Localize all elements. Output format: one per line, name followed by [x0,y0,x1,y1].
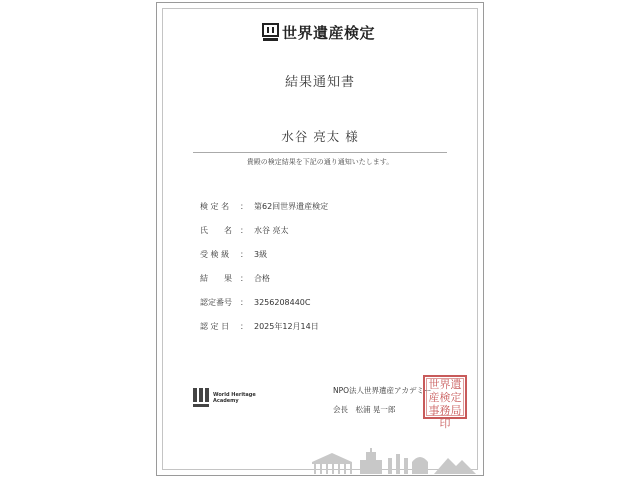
world-heritage-academy-logo-icon [193,388,209,408]
field-label: 受 検 級 [200,250,230,259]
field-value: 2025年12月14日 [254,322,319,331]
brand-header [262,22,375,43]
academy-logo [193,388,256,408]
field-colon: ： [240,250,248,259]
field-row-cert-number [200,297,310,308]
field-colon: ： [240,274,248,283]
field-label: 氏 名 [200,226,232,235]
heritage-skyline-icon [310,448,478,474]
field-row-name [200,225,289,236]
issuer-representative: 会長 松浦 晃一郎 [333,405,396,414]
field-label: 認 定 日 [200,322,230,331]
field-colon: ： [240,298,248,307]
field-row-result [200,273,270,284]
recipient-underline [193,152,447,153]
academy-name-line2: Academy [213,398,239,404]
field-label: 検 定 名 [200,202,230,211]
seal-text: 世界遺産検定事務局印 [428,378,462,430]
field-colon: ： [240,322,248,331]
world-heritage-logo-icon [262,23,279,43]
red-seal-stamp [423,375,467,430]
field-value: 水谷 亮太 [254,226,289,235]
academy-name-line1: World Heritage [213,392,256,398]
notice-text: 貴殿の検定結果を下記の通り通知いたします。 [246,158,394,166]
field-value: 3256208440C [254,298,311,307]
issuer-organization: NPO法人世界遺産アカデミー [333,386,432,395]
field-colon: ： [240,202,248,211]
field-row-exam-name [200,201,328,212]
field-value: 第62回世界遺産検定 [254,202,329,211]
field-label: 認定番号 [200,298,232,307]
document-title: 結果通知書 [284,75,355,90]
field-value: 合格 [254,274,270,283]
field-value: 3級 [254,250,268,259]
field-row-level [200,249,267,260]
recipient-name: 水谷 亮太 様 [281,129,359,144]
field-label: 結 果 [200,274,232,283]
field-colon: ： [240,226,248,235]
field-row-cert-date [200,321,319,332]
brand-name: 世界遺産検定 [282,24,376,42]
